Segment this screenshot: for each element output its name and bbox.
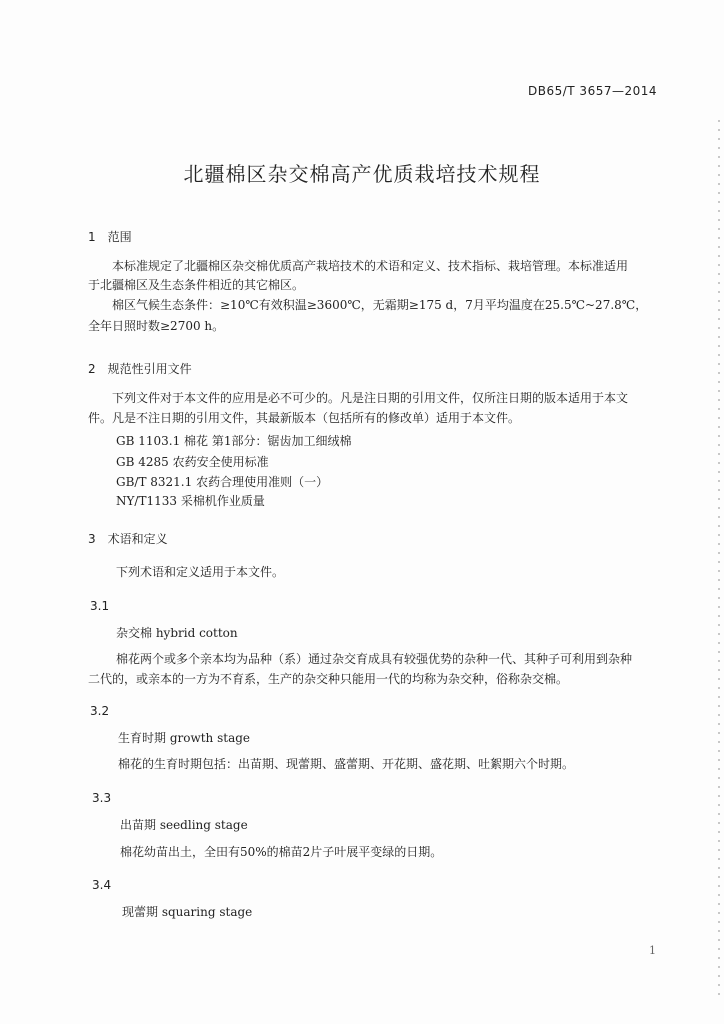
reference-item: NY/T1133 采棉机作业质量 xyxy=(116,494,265,508)
term-3-4-title: 现蕾期 squaring stage xyxy=(122,905,253,919)
term-3-1-definition-a: 棉花两个或多个亲本均为品种（系）通过杂交育成具有较强优势的杂种一代、其种子可利用到杂种 xyxy=(116,652,633,666)
term-3-4-number: 3.4 xyxy=(92,878,112,892)
section-1-para-1b: 于北疆棉区及生态条件相近的其它棉区。 xyxy=(88,278,305,292)
term-3-3-definition: 棉花幼苗出土，全田有50%的棉苗2片子叶展平变绿的日期。 xyxy=(120,845,443,859)
section-3-heading: 3 术语和定义 xyxy=(88,532,168,546)
term-3-1-definition-b: 二代的，或亲本的一方为不育系，生产的杂交种只能用一代的均称为杂交种，俗称杂交棉。 xyxy=(88,672,569,686)
term-3-2-number: 3.2 xyxy=(90,704,110,718)
term-3-1-title: 杂交棉 hybrid cotton xyxy=(116,626,238,640)
scan-edge xyxy=(718,120,720,1000)
section-3-intro: 下列术语和定义适用于本文件。 xyxy=(116,565,285,579)
section-2-para-1a: 下列文件对于本文件的应用是必不可少的。凡是注日期的引用文件，仅所注日期的版本适用于本文 xyxy=(112,391,629,405)
section-1-para-1a: 本标准规定了北疆棉区杂交棉优质高产栽培技术的术语和定义、技术指标、栽培管理。本标准适用 xyxy=(112,259,629,273)
section-2-para-1b: 件。凡是不注日期的引用文件，其最新版本（包括所有的修改单）适用于本文件。 xyxy=(88,411,521,425)
term-3-1-number: 3.1 xyxy=(90,599,110,613)
reference-item: GB 1103.1 棉花 第1部分：锯齿加工细绒棉 xyxy=(116,434,352,448)
section-1-para-2a: 棉区气候生态条件：≥10℃有效积温≥3600℃，无霜期≥175 d，7月平均温度在25.5℃~27.8℃， xyxy=(112,298,648,312)
term-3-3-number: 3.3 xyxy=(92,791,112,805)
reference-item: GB/T 8321.1 农药合理使用准则（一） xyxy=(116,475,329,489)
term-3-2-definition: 棉花的生育时期包括：出苗期、现蕾期、盛蕾期、开花期、盛花期、吐絮期六个时期。 xyxy=(118,757,575,771)
page-number: 1 xyxy=(649,944,656,957)
term-3-2-title: 生育时期 growth stage xyxy=(118,731,251,745)
page-title: 北疆棉区杂交棉高产优质栽培技术规程 xyxy=(183,162,541,186)
section-2-heading: 2 规范性引用文件 xyxy=(88,362,192,376)
section-1-para-2b: 全年日照时数≥2700 h。 xyxy=(88,319,225,333)
doc-number: DB65/T 3657—2014 xyxy=(528,84,658,98)
reference-item: GB 4285 农药安全使用标准 xyxy=(116,455,269,469)
term-3-3-title: 出苗期 seedling stage xyxy=(120,818,248,832)
section-1-heading: 1 范围 xyxy=(88,230,132,244)
